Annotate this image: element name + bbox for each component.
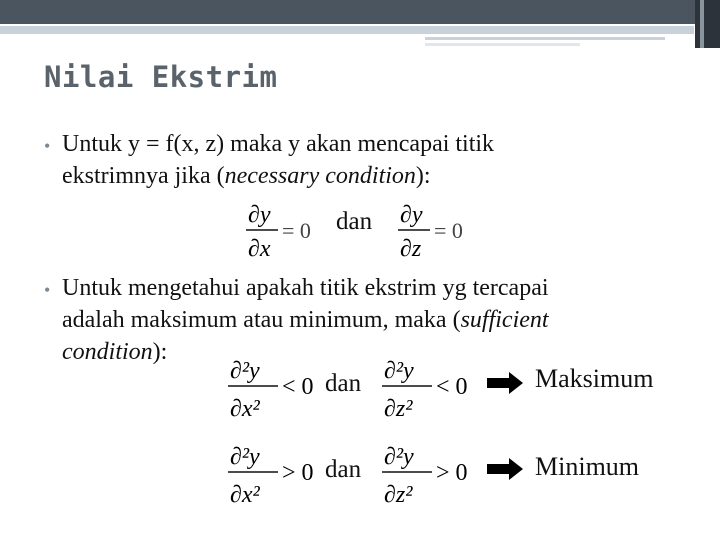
connector-dan: dan (325, 370, 362, 397)
slide-title: Nilai Ekstrim (44, 60, 278, 94)
eq1-denominator: ∂x (248, 236, 271, 262)
cond-op: > 0 (436, 460, 468, 486)
d2x-denominator: ∂x² (230, 396, 260, 422)
d2x-denominator: ∂x² (230, 482, 260, 508)
top-banner (0, 0, 720, 24)
eq2-rhs: = 0 (434, 218, 463, 243)
bullet-dot: • (44, 136, 51, 156)
eq2-denominator: ∂z (400, 236, 422, 262)
d2y-numerator: ∂²y (384, 358, 414, 384)
bullet-2-line-3: condition): (62, 339, 168, 365)
top-corner-divider (700, 0, 704, 48)
d2y-numerator: ∂²y (384, 444, 414, 470)
header-rule-accent (425, 37, 665, 40)
second-derivative-z-max (380, 350, 480, 429)
header-rule (0, 26, 694, 34)
equation-dy-dx (244, 198, 334, 267)
bullet-2-line-2: adalah maksimum atau minimum, maka (sufficient (62, 307, 549, 333)
header-rule-accent-2 (425, 43, 580, 46)
connector-dan: dan (336, 208, 373, 235)
result-minimum: Minimum (535, 452, 640, 481)
cond-op: > 0 (282, 460, 314, 486)
cond-op: < 0 (282, 374, 314, 400)
second-derivative-x-min (226, 436, 326, 515)
second-derivative-z-min (380, 436, 480, 515)
bullet-1-line-1: Untuk y = f(x, z) maka y akan mencapai titik (62, 131, 495, 157)
d2y-numerator: ∂²y (230, 358, 260, 384)
second-derivative-x-max (226, 350, 326, 429)
bullet-1-line-2: ekstrimnya jika (necessary condition): (62, 163, 431, 189)
d2y-numerator: ∂²y (230, 444, 260, 470)
bullet-2-line-1: Untuk mengetahui apakah titik ekstrim yg tercapai (62, 275, 549, 301)
connector-dan: dan (325, 456, 362, 483)
eq1-rhs: = 0 (282, 218, 311, 243)
cond-op: < 0 (436, 374, 468, 400)
d2z-denominator: ∂z² (384, 482, 413, 508)
d2z-denominator: ∂z² (384, 396, 413, 422)
eq2-numerator: ∂y (400, 202, 423, 228)
arrow-right-icon (487, 372, 523, 399)
eq1-numerator: ∂y (248, 202, 271, 228)
arrow-right-icon (487, 458, 523, 485)
result-maksimum: Maksimum (535, 364, 654, 393)
equation-dy-dz (396, 198, 486, 267)
top-corner-block (695, 0, 720, 48)
bullet-dot: • (44, 280, 51, 300)
